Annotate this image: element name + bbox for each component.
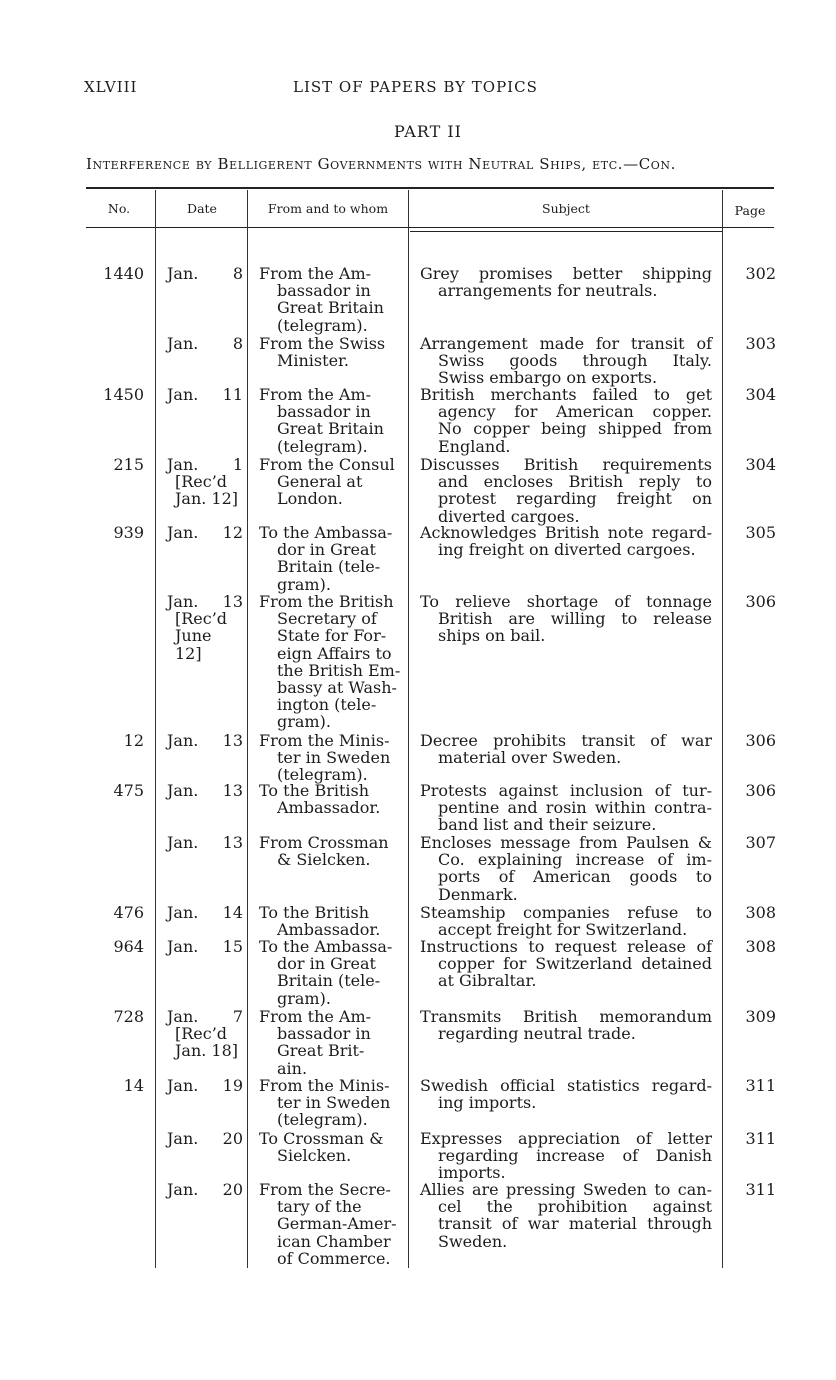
row-page: 311	[745, 1180, 776, 1199]
row-page: 304	[745, 385, 776, 404]
from-line: of Commerce.	[277, 1248, 391, 1268]
from-line: Secretary of	[277, 609, 377, 629]
date-day: 13	[222, 833, 243, 852]
row-date	[167, 265, 243, 282]
row-subject	[420, 904, 712, 938]
date-day: 13	[222, 592, 243, 611]
from-line: From the Minis-	[259, 731, 390, 750]
from-line: (telegram).	[277, 1110, 368, 1130]
row-from	[259, 938, 401, 1007]
from-line: tary of the	[277, 1197, 362, 1217]
from-line: ican Chamber	[277, 1231, 391, 1251]
from-line: Great Britain	[277, 419, 384, 439]
row-date	[167, 732, 243, 749]
row-from	[259, 456, 401, 508]
row-page: 311	[745, 1076, 776, 1095]
date-line	[167, 782, 243, 799]
from-line: (telegram).	[277, 315, 368, 335]
date-month: Jan.	[167, 1076, 199, 1095]
subject-line: Encloses message from Paulsen &	[420, 833, 712, 852]
subject-line: imports.	[438, 1163, 506, 1183]
row-subject	[420, 593, 712, 645]
row-number: 1440	[103, 264, 144, 283]
row-subject	[420, 834, 712, 903]
from-line: Britain (tele-	[277, 971, 381, 991]
subject-line: protest regarding freight on	[438, 489, 712, 509]
date-day: 13	[222, 781, 243, 800]
from-line: bassador in	[277, 1024, 371, 1044]
from-line: State for For-	[277, 626, 387, 646]
row-page: 305	[745, 523, 776, 542]
date-line	[167, 265, 243, 282]
date-month: Jan.	[167, 937, 199, 956]
part-title: PART II	[393, 122, 462, 141]
subject-line: ing freight on diverted cargoes.	[438, 540, 696, 560]
subject-line: To relieve shortage of tonnage	[420, 592, 712, 611]
from-line: ington (tele-	[277, 695, 377, 715]
row-date	[167, 1130, 243, 1147]
date-month: Jan.	[167, 523, 199, 542]
from-line: London.	[277, 489, 343, 509]
subject-line: Swiss goods through Italy.	[438, 351, 712, 371]
row-date	[167, 1008, 243, 1060]
from-line: & Sielcken.	[277, 850, 371, 870]
row-number: 964	[113, 937, 144, 956]
date-month: Jan.	[167, 1180, 199, 1199]
date-line	[167, 1008, 243, 1025]
row-subject	[420, 782, 712, 834]
date-month: Jan.	[167, 592, 199, 611]
date-month: Jan.	[167, 385, 199, 404]
date-line	[167, 593, 243, 610]
row-subject	[420, 938, 712, 990]
date-line: [Rec’d	[175, 609, 228, 629]
row-subject	[420, 335, 712, 387]
row-date	[167, 834, 243, 851]
row-from	[259, 782, 401, 816]
row-from	[259, 1181, 401, 1267]
date-day: 14	[222, 903, 243, 922]
from-line: From the Am-	[259, 385, 372, 404]
row-from	[259, 732, 401, 784]
row-subject	[420, 1130, 712, 1182]
subject-line: Discusses British requirements	[420, 455, 712, 474]
subject-line: regarding increase of Danish	[438, 1146, 712, 1166]
subject-line: Steamship companies refuse to	[420, 903, 712, 922]
row-from	[259, 834, 401, 868]
column-header-date: Date	[187, 201, 217, 216]
subject-line: ing imports.	[438, 1093, 537, 1113]
row-number: 12	[123, 731, 144, 750]
date-line	[167, 834, 243, 851]
from-line: To the British	[259, 903, 370, 922]
row-from	[259, 1077, 401, 1129]
row-from	[259, 1008, 401, 1077]
row-number: 215	[113, 455, 144, 474]
subject-line: British merchants failed to get	[420, 385, 712, 404]
subject-line: Sweden.	[438, 1231, 508, 1251]
row-date	[167, 456, 243, 508]
column-divider	[408, 190, 409, 1268]
header-rule	[86, 227, 774, 228]
column-divider	[247, 190, 248, 1268]
column-header-page: Page	[734, 203, 766, 218]
subject-line: cel the prohibition against	[438, 1197, 712, 1217]
subject-line: and encloses British reply to	[438, 472, 712, 492]
from-line: Great Brit-	[277, 1041, 365, 1061]
from-line: gram).	[277, 574, 331, 594]
row-page: 309	[745, 1007, 776, 1026]
date-month: Jan.	[167, 334, 199, 353]
date-day: 8	[232, 334, 243, 353]
subject-line: British are willing to release	[438, 609, 712, 629]
date-month: Jan.	[167, 781, 199, 800]
date-line	[167, 732, 243, 749]
row-from	[259, 265, 401, 334]
header-rule-secondary	[410, 231, 722, 232]
row-page: 303	[745, 334, 776, 353]
subject-line: Arrangement made for transit of	[420, 334, 712, 353]
from-line: From the British	[259, 592, 394, 611]
from-line: bassador in	[277, 281, 371, 301]
row-from	[259, 593, 401, 731]
row-subject	[420, 1181, 712, 1250]
date-line: [Rec’d	[175, 1024, 228, 1044]
row-page: 304	[745, 455, 776, 474]
column-divider	[155, 190, 156, 1268]
row-page: 302	[745, 264, 776, 283]
date-line: [Rec’d	[175, 472, 228, 492]
from-line: the British Em-	[277, 660, 401, 680]
row-number: 14	[123, 1076, 144, 1095]
from-line: From Crossman	[259, 833, 389, 852]
date-line	[167, 1181, 243, 1198]
date-line: Jan. 18]	[175, 1041, 239, 1061]
date-line	[167, 1077, 243, 1094]
date-month: Jan.	[167, 455, 199, 474]
from-line: From the Am-	[259, 264, 372, 283]
row-subject	[420, 265, 712, 299]
row-page: 311	[745, 1129, 776, 1148]
from-line: To Crossman &	[259, 1129, 384, 1148]
date-line: Jan. 12]	[175, 489, 239, 509]
subject-line: diverted cargoes.	[438, 506, 580, 526]
date-line	[167, 335, 243, 352]
row-page: 306	[745, 781, 776, 800]
folio: XLVIII	[84, 78, 138, 96]
date-line	[167, 938, 243, 955]
row-subject	[420, 1008, 712, 1042]
column-header-from: From and to whom	[267, 201, 389, 216]
subject-line: ports of American goods to	[438, 867, 712, 887]
section-title: Interference by Belligerent Governments with Neutral Ships, etc.—Con.	[86, 155, 676, 173]
from-line: Sielcken.	[277, 1146, 352, 1166]
row-from	[259, 524, 401, 593]
row-date	[167, 335, 243, 352]
date-line	[167, 1130, 243, 1147]
from-line: From the Minis-	[259, 1076, 390, 1095]
from-line: ain.	[277, 1058, 308, 1078]
subject-line: arrangements for neutrals.	[438, 281, 658, 301]
date-month: Jan.	[167, 903, 199, 922]
row-subject	[420, 732, 712, 766]
from-line: dor in Great	[277, 540, 376, 560]
subject-line: accept freight for Switzerland.	[438, 920, 688, 940]
row-subject	[420, 1077, 712, 1111]
row-from	[259, 335, 401, 369]
row-date	[167, 524, 243, 541]
subject-line: Acknowledges British note regard-	[420, 523, 712, 542]
from-line: From the Consul	[259, 455, 395, 474]
date-day: 15	[222, 937, 243, 956]
running-title: LIST OF PAPERS BY TOPICS	[293, 78, 538, 96]
subject-line: Swiss embargo on exports.	[438, 368, 658, 388]
subject-line: Protests against inclusion of tur-	[420, 781, 712, 800]
from-line: bassy at Wash-	[277, 678, 397, 698]
from-line: To the Ambassa-	[259, 523, 393, 542]
row-page: 308	[745, 937, 776, 956]
from-line: German-Amer-	[277, 1214, 397, 1234]
from-line: General at	[277, 472, 363, 492]
subject-line: England.	[438, 436, 511, 456]
from-line: From the Am-	[259, 1007, 372, 1026]
from-line: ter in Sweden	[277, 1093, 391, 1113]
subject-line: pentine and rosin within contra-	[438, 798, 712, 818]
date-day: 7	[232, 1007, 243, 1026]
subject-line: Decree prohibits transit of war	[420, 731, 712, 750]
from-line: From the Secre-	[259, 1180, 391, 1199]
date-line	[167, 386, 243, 403]
from-line: gram).	[277, 712, 331, 732]
date-month: Jan.	[167, 1007, 199, 1026]
subject-line: Swedish official statistics regard-	[420, 1076, 712, 1095]
row-page: 307	[745, 833, 776, 852]
column-header-subject: Subject	[542, 201, 590, 216]
row-date	[167, 938, 243, 955]
date-day: 12	[222, 523, 243, 542]
date-month: Jan.	[167, 1129, 199, 1148]
row-subject	[420, 456, 712, 525]
subject-line: Denmark.	[438, 884, 518, 904]
from-line: To the British	[259, 781, 370, 800]
date-day: 11	[222, 385, 243, 404]
date-line	[167, 524, 243, 541]
subject-line: band list and their seizure.	[438, 815, 657, 835]
row-number: 939	[113, 523, 144, 542]
row-number: 728	[113, 1007, 144, 1026]
from-line: Minister.	[277, 351, 350, 371]
subject-line: at Gibraltar.	[438, 971, 537, 991]
date-day: 20	[222, 1180, 243, 1199]
column-header-no: No.	[107, 201, 131, 216]
subject-line: Expresses appreciation of letter	[420, 1129, 712, 1148]
row-number: 1450	[103, 385, 144, 404]
subject-line: Co. explaining increase of im-	[438, 850, 712, 870]
date-day: 13	[222, 731, 243, 750]
date-day: 19	[222, 1076, 243, 1095]
row-date	[167, 782, 243, 799]
from-line: eign Affairs to	[277, 643, 392, 663]
date-month: Jan.	[167, 833, 199, 852]
from-line: Britain (tele-	[277, 557, 381, 577]
date-day: 1	[232, 455, 243, 474]
date-line: June 12]	[175, 626, 212, 663]
subject-line: Transmits British memorandum	[420, 1007, 712, 1026]
subject-line: regarding neutral trade.	[438, 1024, 636, 1044]
subject-line: material over Sweden.	[438, 748, 622, 768]
subject-line: Grey promises better shipping	[420, 264, 712, 283]
top-rule	[86, 187, 774, 189]
date-day: 20	[222, 1129, 243, 1148]
from-line: bassador in	[277, 402, 371, 422]
from-line: Ambassador.	[277, 798, 381, 818]
subject-line: Allies are pressing Sweden to can-	[420, 1180, 712, 1199]
column-divider	[722, 190, 723, 1268]
subject-line: copper for Switzerland detained	[438, 954, 712, 974]
from-line: ter in Sweden	[277, 748, 391, 768]
from-line: (telegram).	[277, 765, 368, 785]
from-line: Great Britain	[277, 298, 384, 318]
row-date	[167, 1077, 243, 1094]
from-line: To the Ambassa-	[259, 937, 393, 956]
from-line: dor in Great	[277, 954, 376, 974]
row-number: 475	[113, 781, 144, 800]
subject-line: ships on bail.	[438, 626, 546, 646]
date-month: Jan.	[167, 264, 199, 283]
date-day: 8	[232, 264, 243, 283]
row-number: 476	[113, 903, 144, 922]
from-line: gram).	[277, 988, 331, 1008]
row-subject	[420, 386, 712, 455]
subject-line: Instructions to request release of	[420, 937, 712, 956]
row-page: 306	[745, 731, 776, 750]
date-line	[167, 904, 243, 921]
subject-line: No copper being shipped from	[438, 419, 712, 439]
from-line: From the Swiss	[259, 334, 386, 353]
row-page: 306	[745, 592, 776, 611]
row-subject	[420, 524, 712, 558]
row-from	[259, 904, 401, 938]
date-month: Jan.	[167, 731, 199, 750]
from-line: Ambassador.	[277, 920, 381, 940]
row-date	[167, 1181, 243, 1198]
row-date	[167, 904, 243, 921]
row-from	[259, 1130, 401, 1164]
from-line: (telegram).	[277, 436, 368, 456]
subject-line: agency for American copper.	[438, 402, 712, 422]
subject-line: transit of war material through	[438, 1214, 712, 1234]
row-from	[259, 386, 401, 455]
date-line	[167, 456, 243, 473]
row-date	[167, 386, 243, 403]
row-date	[167, 593, 243, 662]
row-page: 308	[745, 903, 776, 922]
